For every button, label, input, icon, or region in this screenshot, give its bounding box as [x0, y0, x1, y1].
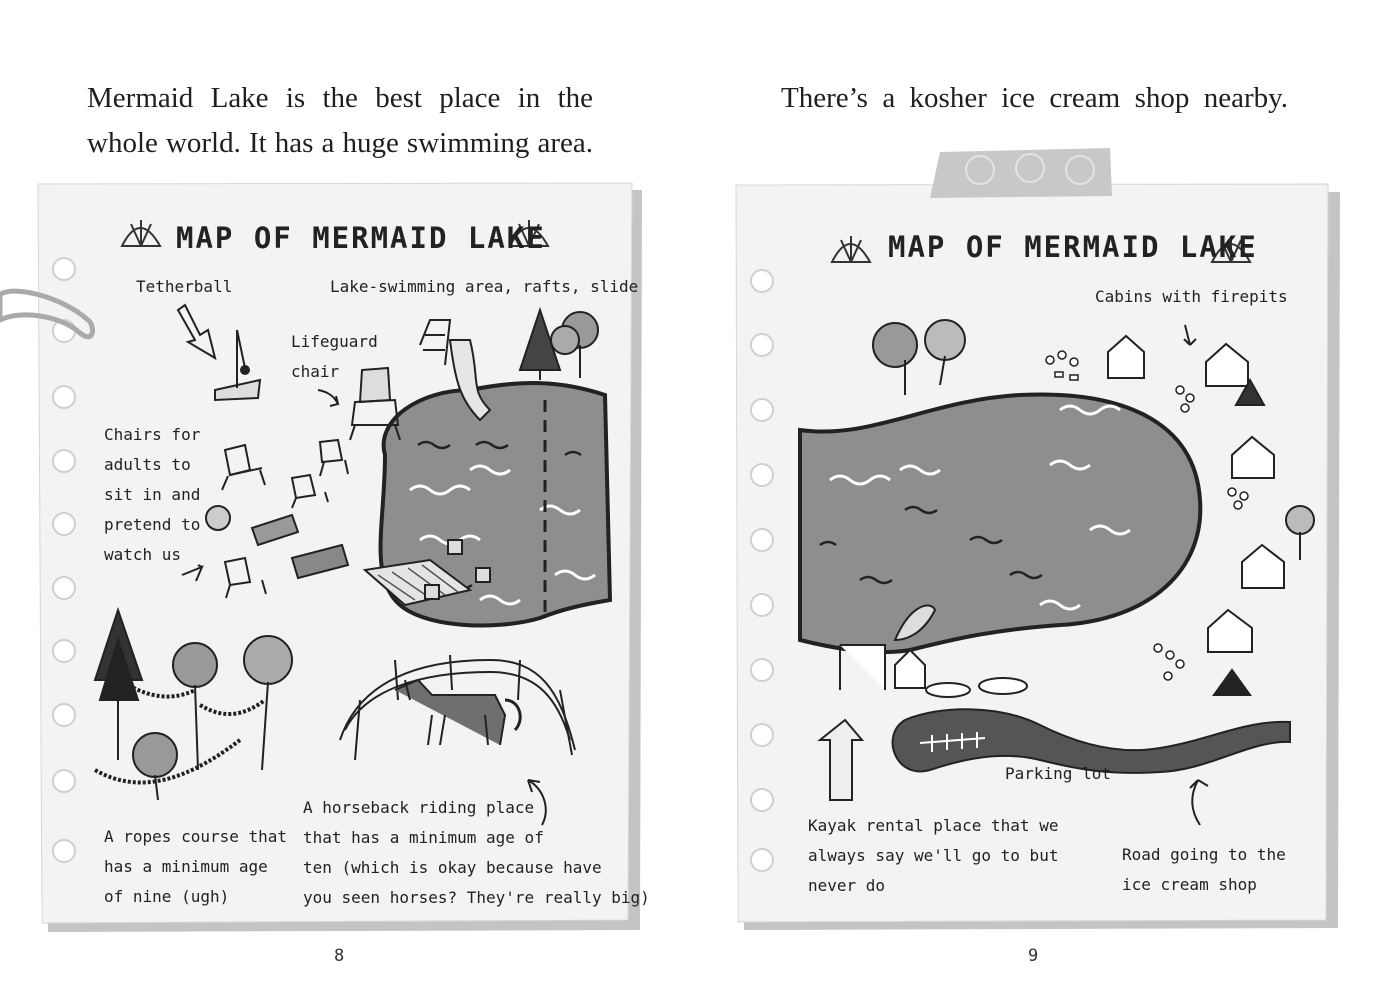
washi-tape	[930, 148, 1112, 198]
label-cabins: Cabins with firepits	[1095, 287, 1288, 306]
page-number-left: 8	[334, 946, 345, 966]
label-swimming-area: Lake-swimming area, rafts, slide	[330, 277, 639, 296]
right-text-line-1: There’s a kosher ice cream shop nearby.	[781, 82, 1288, 114]
label-lifeguard-chair: Lifeguard chair	[291, 332, 378, 381]
right-map-title: MAP OF MERMAID LAKE	[888, 230, 1258, 264]
left-text-line-2: whole world. It has a huge swimming area.	[87, 127, 593, 159]
left-map-title: MAP OF MERMAID LAKE	[176, 221, 546, 255]
label-kayak-rental: Kayak rental place that we always say we'll go to but never do	[808, 816, 1059, 895]
page-number-right: 9	[1028, 946, 1039, 966]
label-adult-chairs: Chairs for adults to sit in and pretend to watch us	[104, 425, 201, 564]
label-ropes-course: A ropes course that has a minimum age of nine (ugh)	[104, 827, 288, 906]
label-tetherball: Tetherball	[136, 277, 233, 296]
label-road: Road going to the ice cream shop	[1122, 845, 1286, 894]
left-text-line-1: Mermaid Lake is the best place in the	[87, 82, 593, 114]
label-horseback-riding: A horseback riding place that has a minimum age of ten (which is okay because have you seen horses? They're really big)	[303, 798, 650, 907]
label-parking-lot: Parking lot	[1005, 764, 1111, 783]
